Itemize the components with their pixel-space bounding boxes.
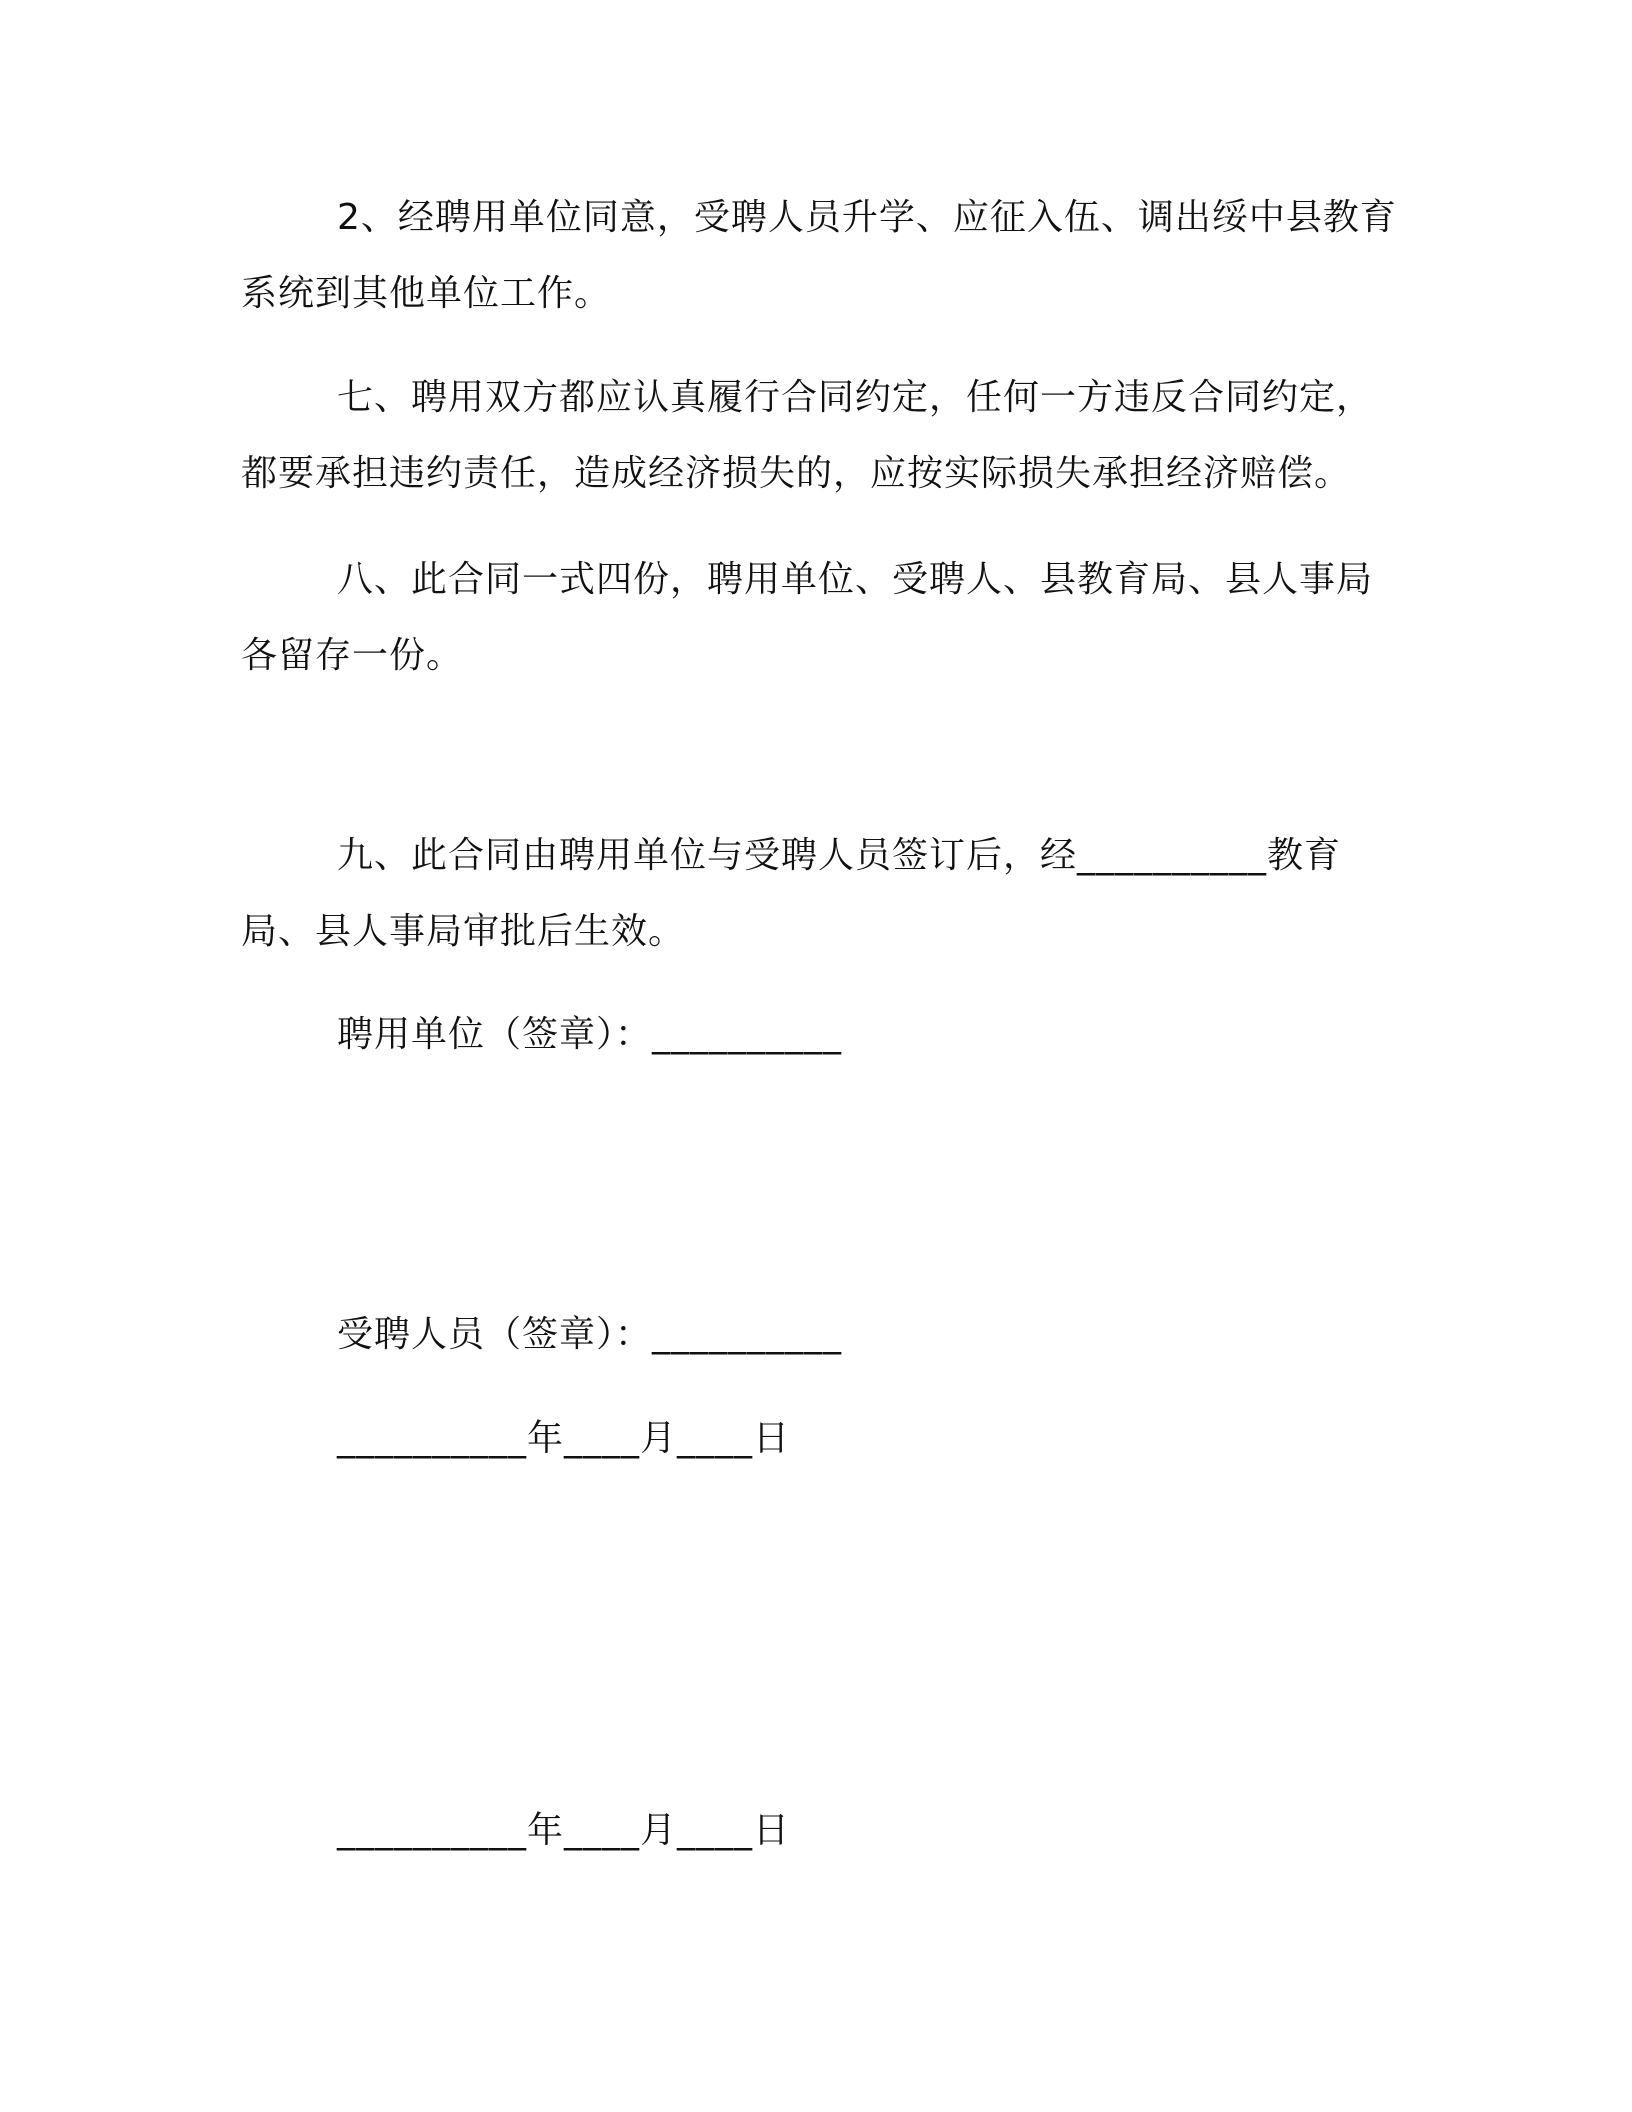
date-line-1: __________年____月____日 (337, 1418, 790, 1459)
employer-signature-line: 聘用单位（签章）：__________ (337, 1014, 843, 1055)
clause-7-paragraph: 七、聘用双方都应认真履行合同约定，任何一方违反合同约定，都要承担违约责任，造成经济损失的，应按实际损失承担经济赔偿。 (241, 377, 1374, 494)
date-line-2: __________年____月____日 (337, 1810, 790, 1851)
clause-9-paragraph: 九、此合同由聘用单位与受聘人员签订后，经__________教育局、县人事局审批后生效。 (241, 835, 1342, 952)
clause-2-paragraph: 2、经聘用单位同意，受聘人员升学、应征入伍、调出绥中县教育系统到其他单位工作。 (241, 197, 1397, 314)
employee-signature-line: 受聘人员（签章）：__________ (337, 1314, 843, 1355)
clause-8-paragraph: 八、此合同一式四份，聘用单位、受聘人、县教育局、县人事局各留存一份。 (241, 559, 1374, 676)
